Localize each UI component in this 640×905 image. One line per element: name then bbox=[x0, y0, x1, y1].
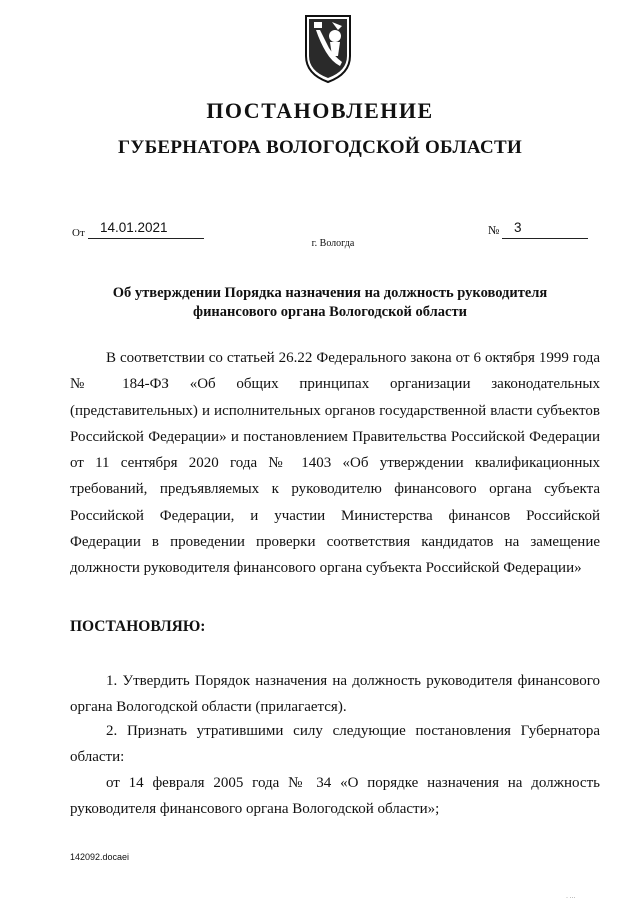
number-prefix: № bbox=[488, 223, 500, 237]
date-prefix: От bbox=[72, 227, 85, 239]
document-title: ПОСТАНОВЛЕНИЕ bbox=[206, 98, 434, 123]
corner-marks: · ··· bbox=[566, 895, 576, 901]
coat-of-arms-emblem bbox=[302, 12, 354, 84]
body-item: 2. Признать утратившими силу следующие постановления Губернатора области: bbox=[70, 723, 600, 766]
body-item: от 14 февраля 2005 года № 34 «О порядке назначения на должность руководителя финансового органа Вологодской области»; bbox=[70, 775, 600, 818]
document-issuer: ГУБЕРНАТОРА ВОЛОГОДСКОЙ ОБЛАСТИ bbox=[117, 137, 523, 158]
body-item: 1. Утвердить Порядок назначения на должность руководителя финансового органа Вологодской области (прилагается). bbox=[70, 673, 600, 716]
document-date: 14.01.2021 bbox=[88, 220, 204, 239]
resolve-heading: ПОСТАНОВЛЯЮ: bbox=[70, 618, 206, 635]
body-paragraph: В соответствии со статьей 26.22 Федерального закона от 6 октября 1999 года № 184-ФЗ «Об общих принципах организации законодательных (представительных) и исполнительных органов государственной власти субъектов Российской Федерации» и постановлением Правительства Российской Федерации от 11 сентября 2020 года № 1403 «Об утверждении квалификационных требований, предъявляемых к руководителю финансового органа субъекта Российской Федерации, и участии Министерства финансов Российской Федерации в проведении проверки соответствия кандидатов на замещение должности руководителя финансового органа субъекта Российской Федерации» bbox=[70, 350, 600, 577]
document-subject: Об утверждении Порядка назначения на должность руководителя финансового органа Вологодской области bbox=[112, 285, 548, 320]
document-number: 3 bbox=[502, 220, 588, 239]
city-label: г. Вологда bbox=[311, 238, 355, 249]
file-reference: 142092.docaei bbox=[70, 852, 130, 862]
